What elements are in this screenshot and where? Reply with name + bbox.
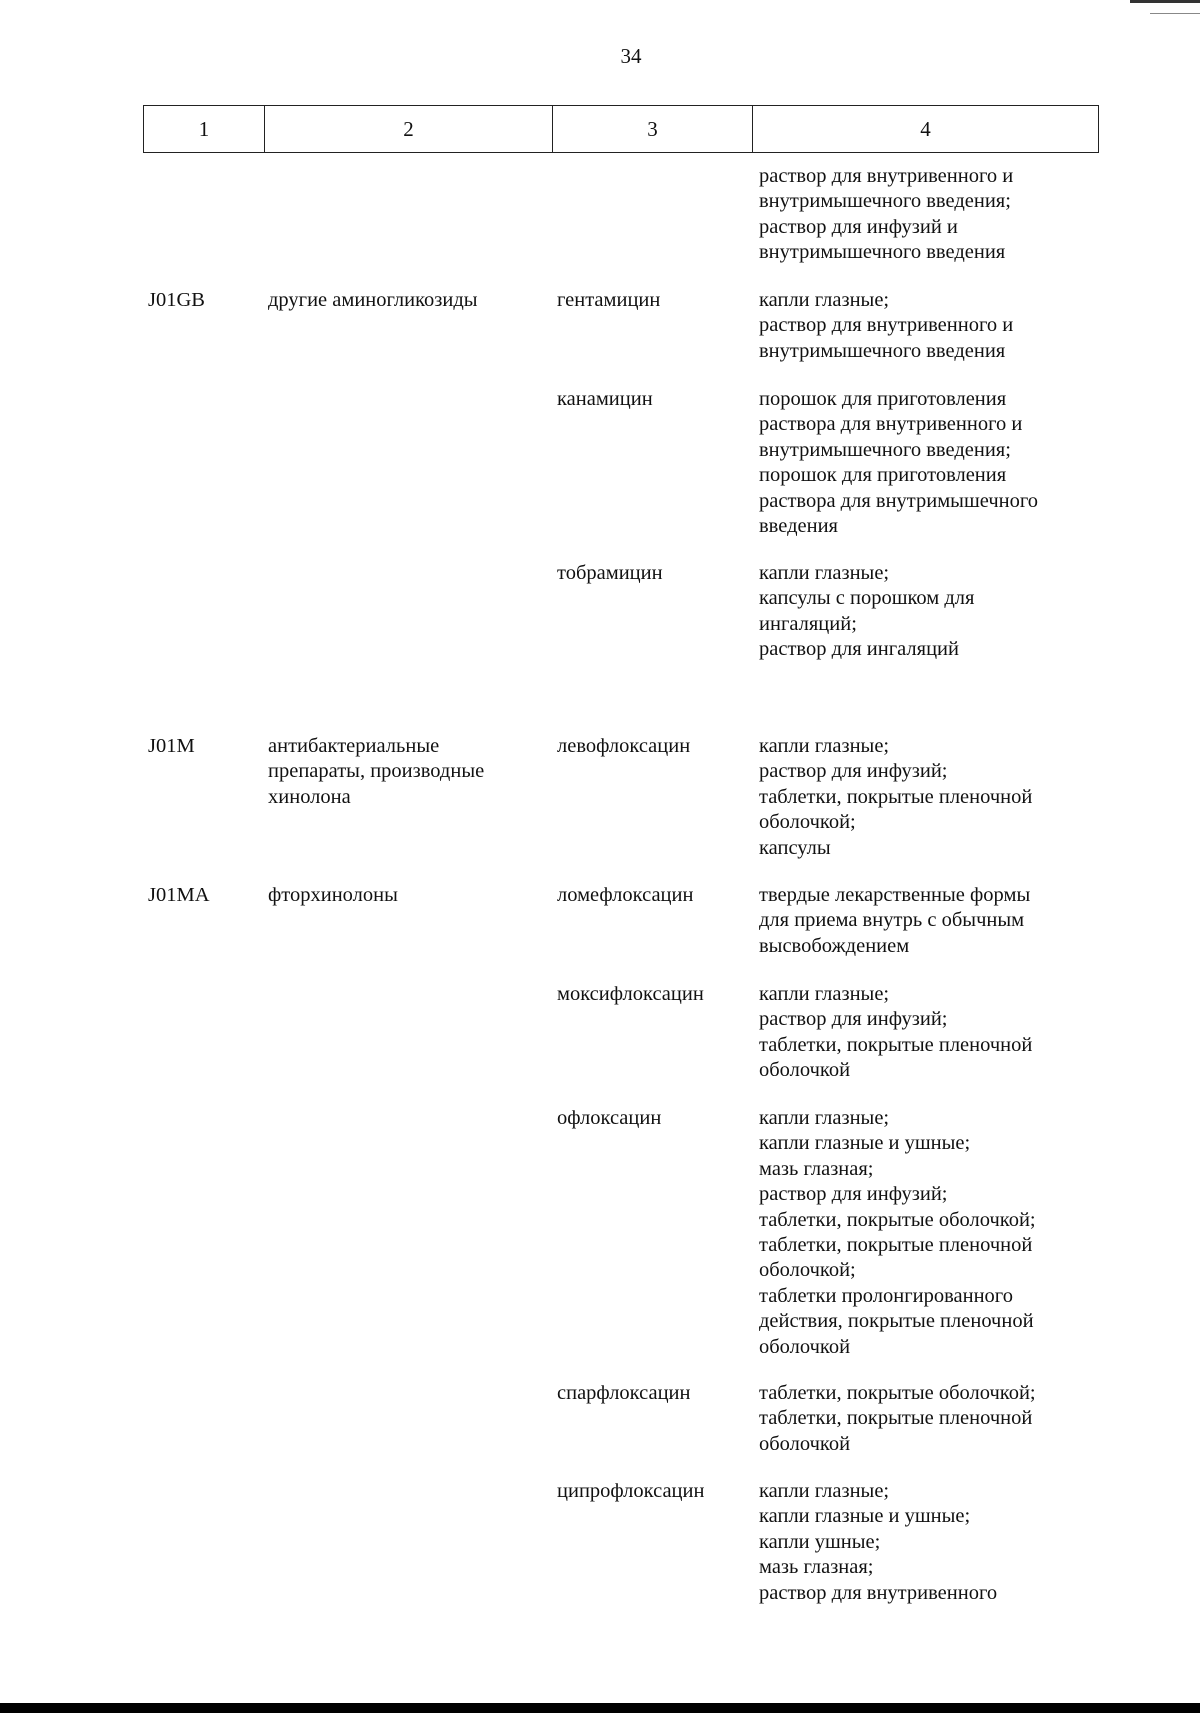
scan-edge-mark bbox=[1130, 0, 1200, 3]
atc-code: J01GB bbox=[148, 289, 205, 311]
bottom-scan-border bbox=[0, 1703, 1200, 1713]
drug-name: тобрамицин bbox=[557, 562, 663, 584]
dosage-forms: таблетки, покрытые оболочкой; таблетки, покрытые пленочной оболочкой bbox=[759, 1382, 1036, 1455]
atc-group: фторхинолоны bbox=[268, 884, 398, 906]
drug-name: моксифлоксацин bbox=[557, 983, 704, 1005]
dosage-forms: капли глазные; раствор для инфузий; таблетки, покрытые пленочной оболочкой; капсулы bbox=[759, 735, 1033, 859]
dosage-forms: капли глазные; капли глазные и ушные; капли ушные; мазь глазная; раствор для внутривенного bbox=[759, 1480, 998, 1604]
dosage-forms: раствор для внутривенного и внутримышечного введения; раствор для инфузий и внутримышечного введения bbox=[759, 165, 1014, 264]
dosage-forms: порошок для приготовления раствора для внутривенного и внутримышечного введения; порошок для приготовления раствора для внутримышечного введения bbox=[759, 388, 1039, 538]
drug-name: спарфлоксацин bbox=[557, 1382, 691, 1404]
drug-name: гентамицин bbox=[557, 289, 661, 311]
dosage-forms: капли глазные; раствор для внутривенного и внутримышечного введения bbox=[759, 289, 1014, 362]
drug-name: ломефлоксацин bbox=[557, 884, 694, 906]
page-number: 34 bbox=[620, 44, 642, 68]
atc-code: J01M bbox=[148, 735, 195, 757]
drug-name: левофлоксацин bbox=[557, 735, 691, 757]
dosage-forms: капли глазные; раствор для инфузий; таблетки, покрытые пленочной оболочкой bbox=[759, 983, 1033, 1082]
header-cell-2: 2 bbox=[264, 106, 552, 152]
drug-name: офлоксацин bbox=[557, 1107, 662, 1129]
header-cell-3: 3 bbox=[552, 106, 752, 152]
dosage-forms: капли глазные; капли глазные и ушные; мазь глазная; раствор для инфузий; таблетки, покрытые оболочкой; таблетки, покрытые пленочной оболочкой; таблетки пролонгированного действия, покрытые пленочной оболочкой bbox=[759, 1107, 1036, 1358]
header-cell-4: 4 bbox=[752, 106, 1098, 152]
dosage-forms: капли глазные; капсулы с порошком для ингаляций; раствор для ингаляций bbox=[759, 562, 975, 661]
dosage-forms: твердые лекарственные формы для приема внутрь с обычным высвобождением bbox=[759, 884, 1031, 957]
drug-name: ципрофлоксацин bbox=[557, 1480, 705, 1502]
atc-group: другие аминогликозиды bbox=[268, 289, 478, 311]
drug-name: канамицин bbox=[557, 388, 653, 410]
header-cell-1: 1 bbox=[198, 116, 210, 141]
atc-code: J01MA bbox=[148, 884, 210, 906]
table-header bbox=[143, 105, 1099, 153]
atc-group: антибактериальные препараты, производные хинолона bbox=[268, 735, 485, 808]
scan-edge-mark bbox=[1150, 13, 1200, 14]
